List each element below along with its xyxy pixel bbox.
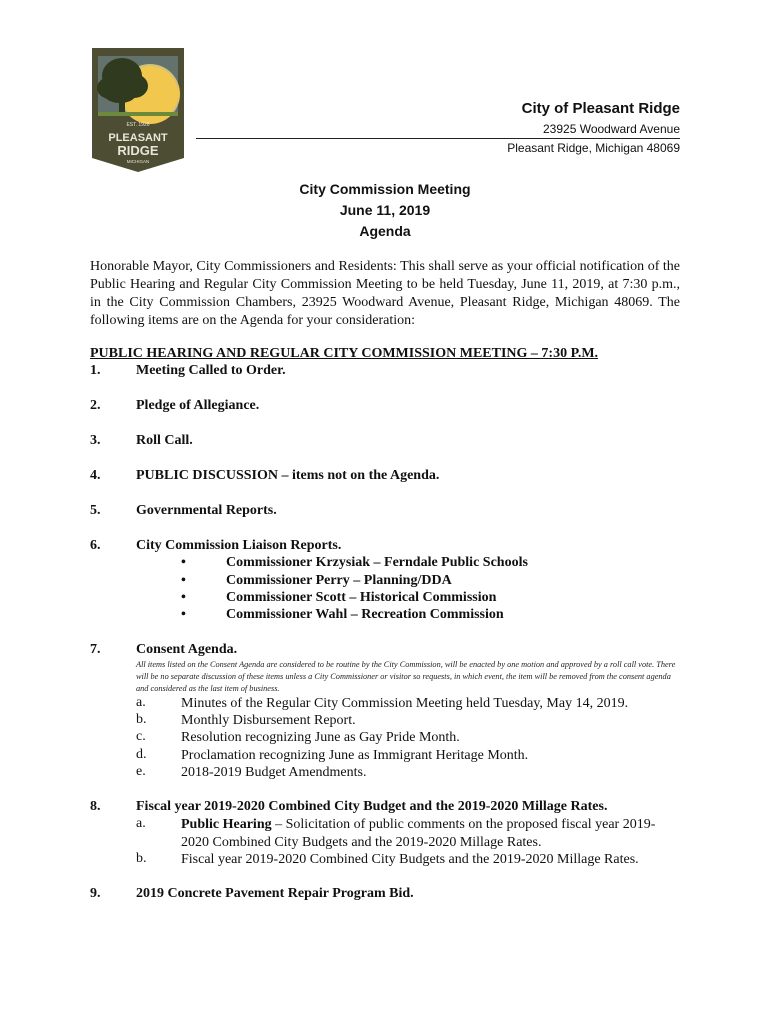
header-address-line2: Pleasant Ridge, Michigan 48069 — [507, 141, 680, 155]
agenda-item-concrete-pavement: 2019 Concrete Pavement Repair Program Bid. — [136, 886, 414, 901]
document-subtitle: Agenda — [359, 223, 411, 239]
agenda-item-number: 7. — [90, 642, 101, 657]
bullet: • — [181, 607, 186, 622]
intro-paragraph: Honorable Mayor, City Commissioners and Residents: This shall serve as your official notification of the Public Hearing and Regular City Commission Meeting to be held Tuesday, June 11, 2019, at 7:30 p.m., in the City Commission Chambers, 23925 Woodward Avenue, Pleasant Ridge, Michigan 48069. The following items are on the Agenda for your consideration: — [90, 259, 680, 328]
agenda-item-liaison-reports: City Commission Liaison Reports. — [136, 538, 342, 553]
consent-agenda-note: All items listed on the Consent Agenda are considered to be routine by the City Commission, will be enacted by one motion and approved by a roll call vote. There will be no separate discussion of these items unless a City Commissioner or visitor so requests, in which event, the item will be removed from the consent agenda and considered as the last item of business. — [136, 660, 676, 693]
sub-item-letter: b. — [136, 851, 147, 866]
agenda-item-number: 1. — [90, 363, 101, 378]
sub-item-letter: a. — [136, 695, 146, 710]
consent-item: Resolution recognizing June as Gay Pride Month. — [181, 730, 460, 745]
sub-item-letter: c. — [136, 729, 146, 744]
agenda-item-number: 8. — [90, 799, 101, 814]
logo-name-line2: RIDGE — [117, 143, 159, 158]
sub-item-letter: d. — [136, 747, 147, 762]
agenda-item-pledge: Pledge of Allegiance. — [136, 398, 260, 413]
budget-item-bold: Public Hearing — [181, 817, 272, 832]
header-city-name: City of Pleasant Ridge — [521, 100, 680, 117]
agenda-item-number: 6. — [90, 538, 101, 553]
logo-name-line3: MICHIGAN — [126, 159, 150, 164]
agenda-item-call-to-order: Meeting Called to Order. — [136, 363, 286, 378]
consent-item: Proclamation recognizing June as Immigrant Heritage Month. — [181, 748, 529, 763]
header-address-line1: 23925 Woodward Avenue — [543, 122, 680, 136]
bullet: • — [181, 573, 186, 588]
agenda-item-number: 9. — [90, 886, 101, 901]
city-logo — [90, 46, 186, 174]
consent-item: 2018-2019 Budget Amendments. — [181, 765, 367, 780]
consent-item: Minutes of the Regular City Commission Meeting held Tuesday, May 14, 2019. — [181, 696, 629, 711]
budget-item-text: – Solicitation of public comments on the proposed fiscal year 2019-2020 Combined City Budgets and the 2019-2020 Millage Rates. — [181, 817, 656, 850]
agenda-item-roll-call: Roll Call. — [136, 433, 193, 448]
agenda-item-budget: Fiscal year 2019-2020 Combined City Budget and the 2019-2020 Millage Rates. — [136, 799, 608, 814]
agenda-item-governmental-reports: Governmental Reports. — [136, 503, 277, 518]
liaison-bullet-item: Commissioner Krzysiak – Ferndale Public Schools — [226, 555, 528, 570]
section-heading: PUBLIC HEARING AND REGULAR CITY COMMISSION MEETING – 7:30 P.M. — [90, 346, 599, 361]
document-date: June 11, 2019 — [339, 202, 431, 218]
agenda-item-public-discussion: PUBLIC DISCUSSION – items not on the Agenda. — [136, 468, 440, 483]
agenda-item-consent-agenda: Consent Agenda. — [136, 642, 238, 657]
budget-item: Fiscal year 2019-2020 Combined City Budgets and the 2019-2020 Millage Rates. — [181, 852, 639, 867]
logo-est-text: EST. 1926 — [126, 122, 150, 128]
agenda-item-number: 5. — [90, 503, 101, 518]
consent-item: Monthly Disbursement Report. — [181, 713, 356, 728]
bullet: • — [181, 590, 186, 605]
agenda-item-number: 2. — [90, 398, 101, 413]
sub-item-letter: b. — [136, 712, 147, 727]
bullet: • — [181, 555, 186, 570]
agenda-item-number: 3. — [90, 433, 101, 448]
budget-item — [181, 816, 681, 852]
sub-item-letter: e. — [136, 764, 146, 779]
sub-item-letter: a. — [136, 816, 146, 831]
logo-name-line1: PLEASANT — [108, 132, 168, 144]
document-title: City Commission Meeting — [299, 181, 471, 197]
liaison-bullet-item: Commissioner Wahl – Recreation Commission — [226, 607, 504, 622]
liaison-bullet-item: Commissioner Perry – Planning/DDA — [226, 573, 452, 588]
liaison-bullet-item: Commissioner Scott – Historical Commission — [226, 590, 497, 605]
header-divider — [196, 138, 680, 139]
agenda-item-number: 4. — [90, 468, 101, 483]
